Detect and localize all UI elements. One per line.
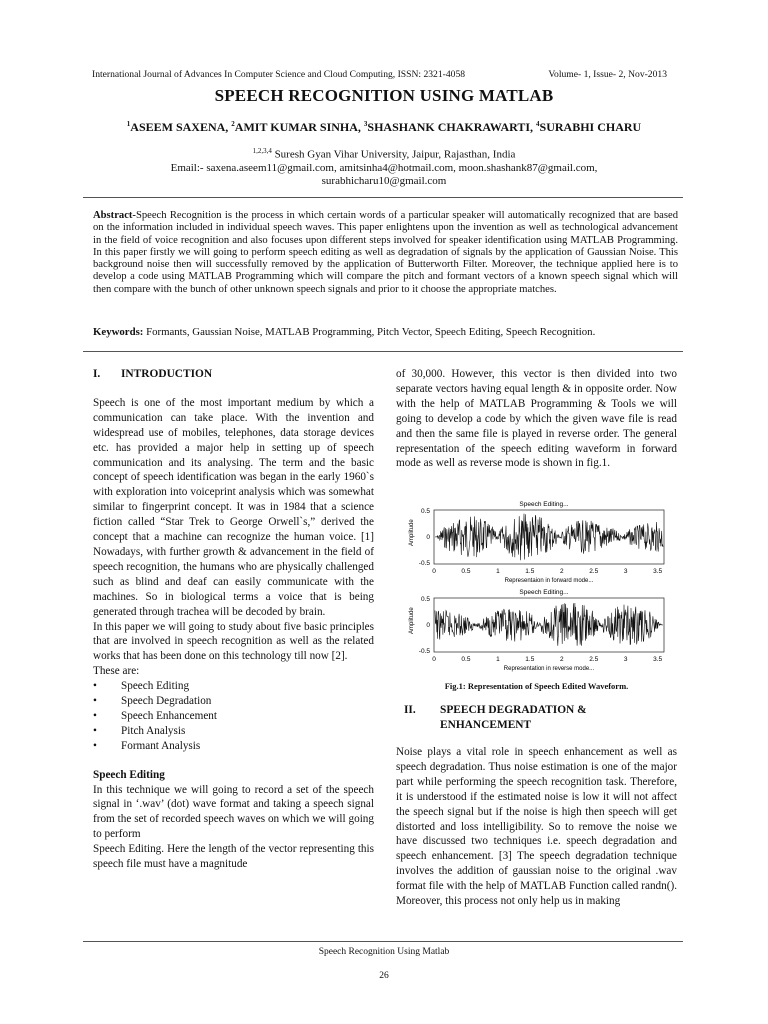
y-tick: -0.5 [418,560,430,567]
waveform-line [435,514,663,561]
x-ticks [432,656,662,663]
x-tick: 2.5 [589,656,599,663]
affiliation-sup: 1,2,3,4 [252,147,272,155]
list-item [93,709,374,724]
page-number: 26 [379,971,389,981]
y-tick: 0 [426,534,430,541]
section-number: I. [93,368,101,380]
x-axis-label: Representation in reverse mode... [503,666,595,672]
bullet-icon: • [93,695,97,708]
list-item-text: Formant Analysis [121,739,201,752]
list-item [93,739,374,754]
section-title [440,703,587,732]
x-tick: 0.5 [461,656,471,663]
affiliation-institution: Suresh Gyan Vihar University, Jaipur, Rajasthan, India [271,148,516,161]
affiliation-block [0,145,768,188]
figure-caption: Fig.1: Representation of Speech Edited Waveform. [444,681,629,691]
keywords [93,326,678,339]
x-axis-label: Representaion in forward mode... [504,578,594,584]
journal-header [92,69,667,80]
email-line: Email:- saxena.aseem11@gmail.com, amitsinha4@hotmail.com, moon.shashank87@gmail.com, [170,161,598,174]
paper-title: SPEECH RECOGNITION USING MATLAB [214,86,554,105]
keywords-label: Keywords: [93,326,144,338]
abstract-text: Speech Recognition is the process in which certain words of a particular speaker will automatically recognized that are based on the information included in individual speech waves. This paper enlightens upon the invention as well as technological advancement in the field of voice recognition and also focuses upon different steps involved for speaker identification using MATLAB Programming. In this paper firstly we will going to perform speech editing as well as degradation of signals by the application of Gaussian Noise. This background noise then will successfully removed by the application of Butterworth Filter. Moreover, the technique applied here is to develop a code using MATLAB Programming which will compare the pitch and formant vectors of a known speech signal which will then compare with the bunch of other unknown speech signals and prior to it choose the appropriate matches. [93,210,678,295]
x-tick: 2 [559,568,564,575]
waveform-plot-reverse [404,586,679,674]
x-tick: 1 [496,568,500,575]
x-ticks [432,568,662,575]
plot-title: Speech Editing... [519,501,569,508]
author-sup: 1 [126,120,131,128]
section-title: INTRODUCTION [121,368,213,380]
intro-paragraph: Speech Editing. Here the length of the vector representing this speech file must have a magnitude [93,843,374,871]
body-paragraph: of 30,000. However, this vector is then divided into two separate vectors having equal length & in opposite order. Now with the help of MATLAB Programming & Tools we will going to develop a code by which the given wave file is read and then the same file is played in reverse order. The general representation of the speech editing waveform in forward mode as well as reverse mode is shown in fig.1. [396,368,677,470]
divider-top [83,197,683,198]
intro-paragraph: Speech is one of the most important medium by which a communication can take place. With the invention and widespread use of mobiles, telephones, data storage devices etc. has provided a major help in setting up of speech communication and its analysing. The term and the basic concept of speech identification was began in the early 1960`s with exploration into voiceprint analysis which was somewhat similar to fingerprint concept. It was in 1984 that a science fiction called “Star Trek to George Orwell`s,” derived the concept that a machine can recognize the human voice. [1] Nowadays, with further growth & advancement in the field of speech recognition, the humans who are physically challenged such as blind and deaf can easily communicate with the machines. So in biological terms a voice that is being generated through trachea will be decoded by brain. [93,396,374,618]
author-sup: 2 [231,120,235,128]
list-item-text: Pitch Analysis [121,724,186,737]
journal-name: International Journal of Advances In Computer Science and Cloud Computing, ISSN: 2321-4058 [92,69,466,80]
divider-footer [83,941,683,942]
author-name: SHASHANK CHAKRAWARTI, [367,120,537,134]
right-column-section2 [396,745,677,909]
x-tick: 1.5 [525,568,535,575]
waveform-forward [435,514,663,561]
footer-title: Speech Recognition Using Matlab [318,947,450,957]
divider-mid [83,351,683,352]
x-tick: 0.5 [461,568,471,575]
intro-paragraph: In this paper we will going to study about five basic principles that are involved in speech recognition as well as the related works that has been done on this technology till now [2]. [93,620,374,663]
section-title-line: ENHANCEMENT [440,718,532,731]
list-item [93,679,374,694]
author-list [0,120,768,135]
x-tick: 1.5 [525,656,535,663]
list-intro: These are: [93,665,140,678]
list-item-text: Speech Degradation [121,695,212,708]
y-tick: -0.5 [418,648,430,655]
x-tick: 3 [623,656,628,663]
intro-paragraph: In this technique we will going to record a set of the speech signal in ‘.wav’ (dot) wave format and taking a speech signal from the set of recorded speech waves on which we will going to perform [93,783,374,841]
figure-plot-reverse [404,586,679,674]
left-column [93,367,374,872]
author-name: SURABHI CHARU [539,120,642,134]
author-name: ASEEM SAXENA, [130,120,232,134]
plot-title: Speech Editing... [519,589,569,596]
journal-volume: Volume- 1, Issue- 2, Nov-2013 [548,69,667,80]
waveform-line [435,603,663,646]
right-column [396,367,677,471]
y-tick: 0 [426,622,430,629]
bullet-icon: • [93,724,97,737]
bullet-icon: • [93,680,97,693]
section-heading-degradation [404,703,674,732]
x-tick: 3.5 [653,568,663,575]
affiliation-line [0,145,768,162]
waveform-reverse [435,603,663,646]
figure-plot-forward [404,498,679,586]
list-item [93,724,374,739]
principle-list [93,679,374,754]
section-number: II. [404,704,416,716]
subsection-heading: Speech Editing [93,768,165,781]
list-item [93,694,374,709]
bullet-icon: • [93,739,97,752]
author-sup: 3 [363,120,368,128]
abstract [93,210,678,296]
bullet-icon: • [93,709,97,722]
author-sup: 4 [536,120,540,128]
x-tick: 1 [496,656,500,663]
email-line: surabhicharu10@gmail.com [321,174,447,187]
list-item-text: Speech Editing [121,680,190,693]
y-axis-label: Amplitude [409,607,415,634]
y-axis-label: Amplitude [409,519,415,546]
section-heading-intro [93,367,374,382]
y-tick: 0.5 [420,596,430,603]
x-tick: 0 [432,568,436,575]
x-tick: 2 [559,656,564,663]
x-tick: 0 [432,656,436,663]
x-tick: 3.5 [653,656,663,663]
x-tick: 3 [623,568,628,575]
y-tick: 0.5 [420,508,430,515]
x-tick: 2.5 [589,568,599,575]
abstract-label: Abstract- [93,210,136,221]
keywords-text: Formants, Gaussian Noise, MATLAB Programming, Pitch Vector, Speech Editing, Speech Recognition. [143,326,596,338]
body-paragraph: Noise plays a vital role in speech enhancement as well as speech degradation. Thus noise estimation is one of the major part while performing the speech recognition task. Therefore, it is understood if the estimated noise is low it will not affect the speech signal but if the noise is high then speech will get distorted and loss intelligibility. So to remove the noise we have discussed two techniques i.e. speech degradation and speech enhancement. [3] The speech degradation technique involves the addition of gaussian noise to the original .wav format file with the help of MATLAB Function called randn(). Moreover, this process not only help us in making [396,746,677,908]
list-item-text: Speech Enhancement [121,709,217,722]
author-name: AMIT KUMAR SINHA, [234,120,364,134]
waveform-plot-forward [404,498,679,586]
section-title-line: SPEECH DEGRADATION & [440,704,587,716]
